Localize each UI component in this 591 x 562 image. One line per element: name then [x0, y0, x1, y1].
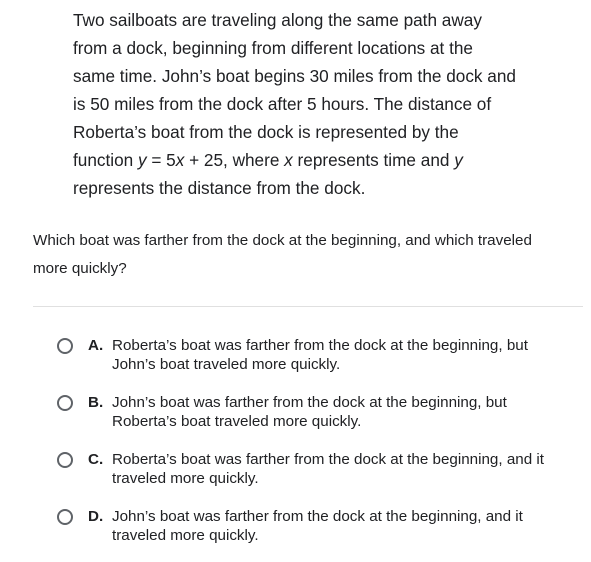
passage-text: represents time and	[292, 150, 455, 170]
choice-text-line: traveled more quickly.	[112, 527, 259, 544]
passage-line-function	[73, 146, 553, 174]
passage-line: same time. John’s boat begins 30 miles from the dock and	[73, 66, 516, 86]
variable-x: x	[284, 150, 293, 170]
radio-button-icon[interactable]	[57, 452, 73, 468]
choice-letter: D.	[88, 508, 104, 525]
question-line: Which boat was farther from the dock at the beginning, and which traveled	[33, 232, 532, 249]
divider	[33, 306, 583, 307]
choice-letter: C.	[88, 451, 104, 468]
passage-text: + 25, where	[184, 150, 285, 170]
answer-choice-b[interactable]	[56, 393, 576, 439]
choice-text	[112, 393, 507, 431]
answer-choice-a[interactable]	[56, 336, 576, 382]
passage-text: = 5	[146, 150, 176, 170]
variable-y: y	[454, 150, 463, 170]
choice-text	[112, 507, 523, 545]
choice-text	[112, 450, 544, 488]
choice-text	[112, 336, 528, 374]
choice-letter: B.	[88, 394, 104, 411]
question-passage	[73, 6, 553, 202]
variable-x: x	[175, 150, 185, 170]
answer-choice-d[interactable]	[56, 507, 576, 553]
radio-button-icon[interactable]	[57, 509, 73, 525]
choice-text-line: traveled more quickly.	[112, 470, 259, 487]
choice-text-line: John’s boat was farther from the dock at the beginning, but	[112, 394, 507, 411]
question-line: more quickly?	[33, 260, 127, 277]
passage-line: Two sailboats are traveling along the same path away	[73, 10, 482, 30]
choice-letter: A.	[88, 337, 104, 354]
question-prompt	[33, 227, 578, 283]
answer-choice-c[interactable]	[56, 450, 576, 496]
radio-button-icon[interactable]	[57, 338, 73, 354]
passage-line: represents the distance from the dock.	[73, 178, 366, 198]
variable-y: y	[137, 150, 147, 170]
passage-text: function	[73, 150, 138, 170]
passage-line: from a dock, beginning from different locations at the	[73, 38, 473, 58]
choice-text-line: Roberta’s boat traveled more quickly.	[112, 413, 362, 430]
choice-text-line: Roberta’s boat was farther from the dock at the beginning, but	[112, 337, 528, 354]
radio-button-icon[interactable]	[57, 395, 73, 411]
passage-line: Roberta’s boat from the dock is represented by the	[73, 122, 459, 142]
passage-line: is 50 miles from the dock after 5 hours. The distance of	[73, 94, 492, 114]
choice-text-line: John’s boat was farther from the dock at the beginning, and it	[112, 508, 523, 525]
choice-text-line: John’s boat traveled more quickly.	[112, 356, 341, 373]
choice-text-line: Roberta’s boat was farther from the dock at the beginning, and it	[112, 451, 544, 468]
